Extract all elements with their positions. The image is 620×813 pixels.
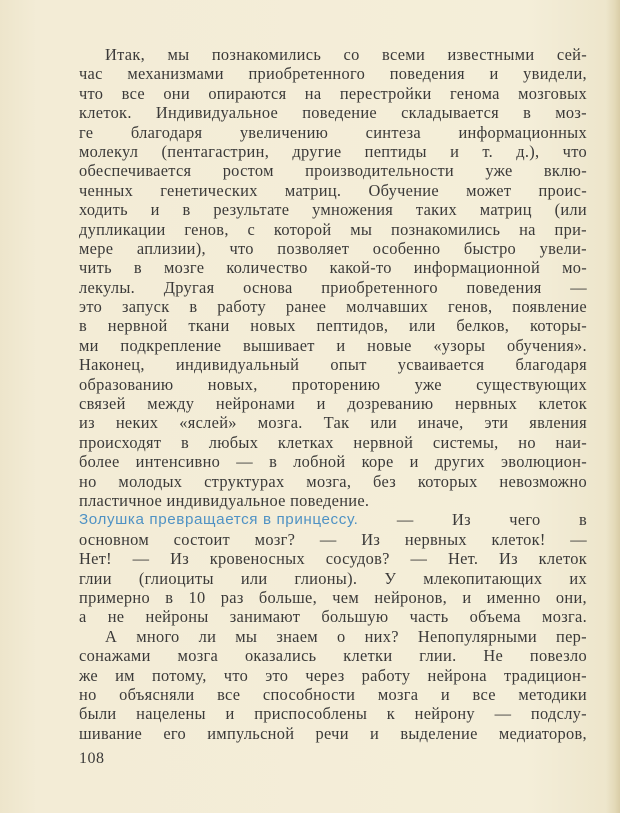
- text-line: сонажами мозга оказались клетки глии. Не повезло: [79, 646, 587, 666]
- text-line: Наконец, индивидуальный опыт усваивается благодаря: [79, 355, 587, 375]
- text-line: Золушка превращается в принцессу. — Из чего в: [79, 510, 587, 530]
- text-line: происходят в любых клетках нервной системы, но наи-: [79, 432, 587, 452]
- text-line: Нет! — Из кровеносных сосудов? — Нет. Из клеток: [79, 549, 587, 569]
- text-line: шивание его импульсной речи и выделение медиаторов,: [79, 723, 587, 743]
- text-line: что все они опираются на перестройки генома мозговых: [79, 83, 587, 103]
- line-text: пластичное индивидуальное поведение.: [79, 490, 370, 510]
- text-line: молекул (пентагастрин, другие пептиды и т. д.), что: [79, 141, 587, 161]
- text-line: но молодых структурах мозга, без которых невозможно: [79, 471, 587, 491]
- body-text: [79, 45, 587, 743]
- text-line: [79, 491, 587, 510]
- text-line: глии (глиоциты или глионы). У млекопитающих их: [79, 568, 587, 588]
- text-line: А много ли мы знаем о них? Непопулярными пер-: [105, 626, 587, 646]
- text-line: но объясняли все способности мозга и все методики: [79, 684, 587, 704]
- text-line: из неких «яслей» мозга. Так или иначе, эти явления: [79, 413, 587, 433]
- text-line: это запуск в работу ранее молчавших генов, появление: [79, 297, 587, 317]
- text-line: основном состоит мозг? — Из нервных клеток! —: [79, 529, 587, 549]
- text-line: ми подкрепление вышивает и новые «узоры обучения».: [79, 335, 587, 355]
- text-line: образованию новых, проторению уже существующих: [79, 374, 587, 394]
- text-line: а не нейроны занимают большую часть объема мозга.: [79, 607, 587, 627]
- text-line: дупликации генов, с которой мы познакомились на при-: [79, 219, 587, 239]
- text-line: лекулы. Другая основа приобретенного поведения —: [79, 277, 587, 297]
- text-line: обеспечивается ростом производительности уже вклю-: [79, 161, 587, 181]
- text-line: клеток. Индивидуальное поведение складывается в моз-: [79, 103, 587, 123]
- page-number: 108: [79, 750, 105, 767]
- text-line: были нацелены и приспособлены к нейрону — подслу-: [79, 704, 587, 724]
- text-line: час механизмами приобретенного поведения и увидели,: [79, 64, 587, 84]
- text-line: ченных генетических матриц. Обучение может проис-: [79, 180, 587, 200]
- text-line: примерно в 10 раз больше, чем нейронов, и именно они,: [79, 587, 587, 607]
- text-line: более интенсивно — в лобной коре и других эволюцион-: [79, 452, 587, 472]
- page-edge-shadow: [606, 0, 620, 813]
- text-line: ходить и в результате умножения таких матриц (или: [79, 200, 587, 220]
- section-heading: Золушка превращается в принцессу.: [79, 511, 359, 529]
- text-line: мере аплизии), что позволяет особенно быстро увели-: [79, 238, 587, 258]
- text-line: ге благодаря увеличению синтеза информационных: [79, 122, 587, 142]
- text-line: Итак, мы познакомились со всеми известными сей-: [105, 45, 587, 64]
- text-line: же им потому, что это через работу нейрона традицион-: [79, 665, 587, 685]
- text-line: связей между нейронами и дозреванию нервных клеток: [79, 394, 587, 414]
- text-line: чить в мозге количество какой-то информационной мо-: [79, 258, 587, 278]
- text-line: в нервной ткани новых пептидов, или белков, которы-: [79, 316, 587, 336]
